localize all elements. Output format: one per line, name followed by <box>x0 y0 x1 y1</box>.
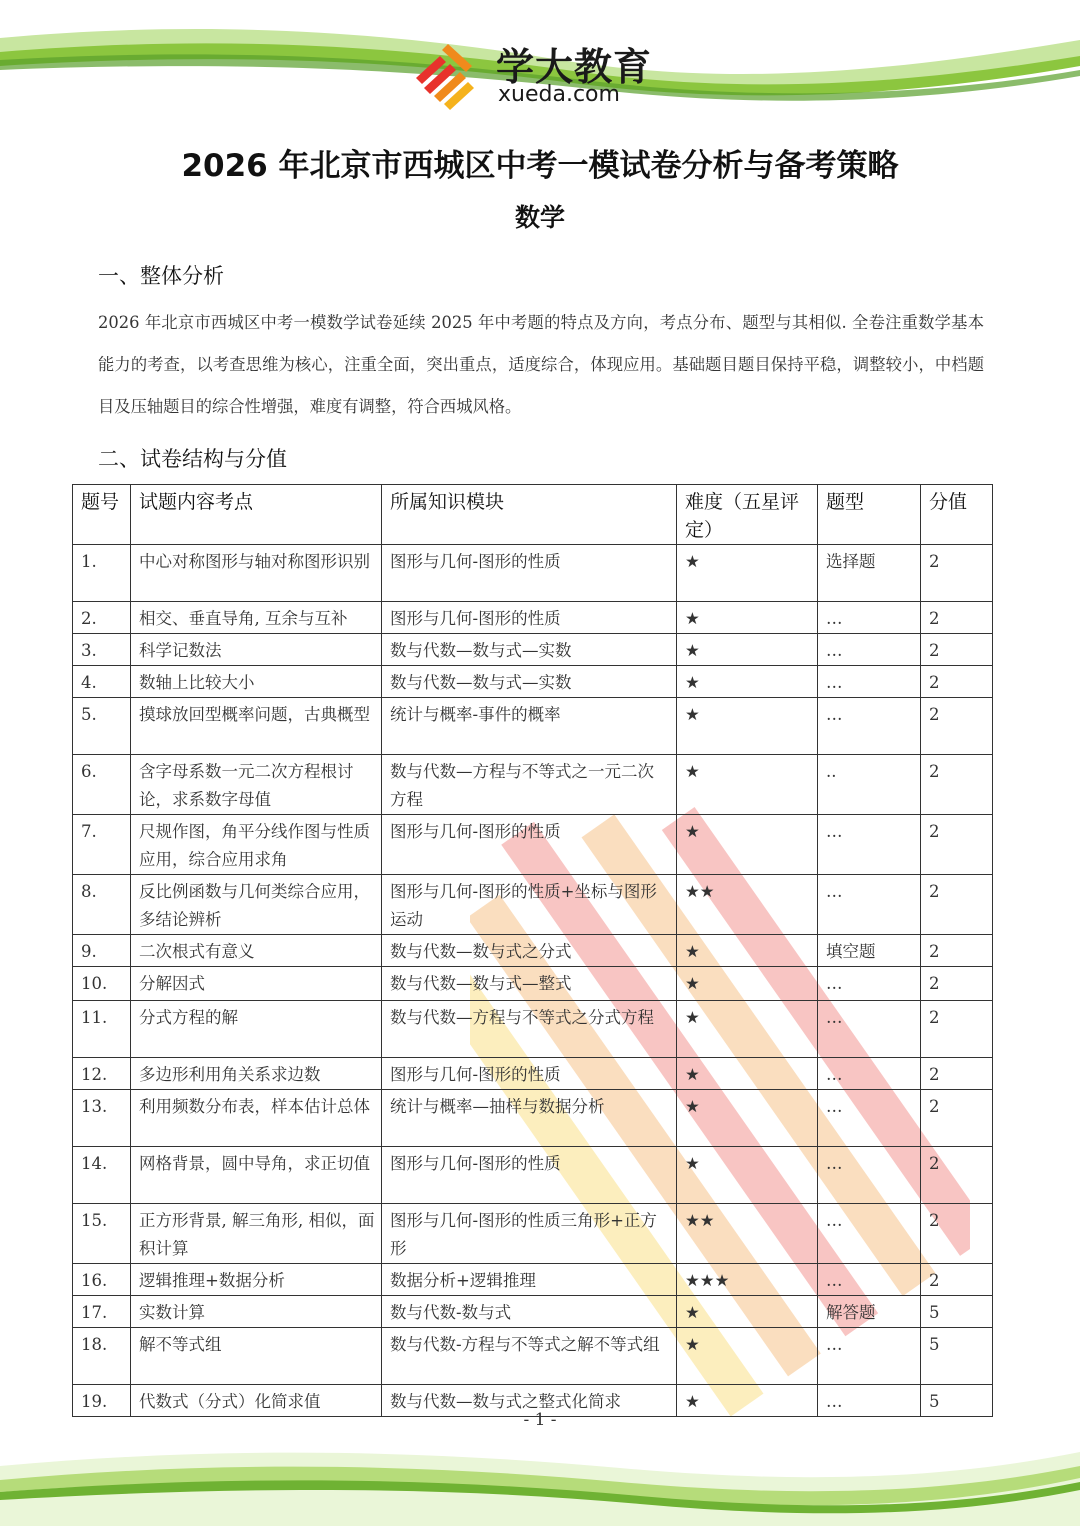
cell-no: 5. <box>73 698 131 755</box>
cell-difficulty: ★ <box>677 666 818 698</box>
cell-module: 数与代数-方程与不等式之解不等式组 <box>382 1328 677 1385</box>
cell-score: 2 <box>921 666 993 698</box>
cell-module: 图形与几何-图形的性质三角形+正方形 <box>382 1204 677 1264</box>
logo-brand-name: 学大教育 <box>496 45 653 89</box>
cell-no: 18. <box>73 1328 131 1385</box>
cell-module: 数与代数—方程与不等式之一元二次方程 <box>382 755 677 815</box>
cell-score: 2 <box>921 1058 993 1090</box>
section-heading-overall: 一、整体分析 <box>98 264 224 288</box>
cell-difficulty: ★ <box>677 1385 818 1417</box>
cell-score: 5 <box>921 1296 993 1328</box>
cell-type: … <box>818 1328 921 1385</box>
cell-difficulty: ★ <box>677 755 818 815</box>
cell-module: 统计与概率-事件的概率 <box>382 698 677 755</box>
header-topic: 试题内容考点 <box>131 485 382 545</box>
table-header-row <box>73 485 993 545</box>
cell-type: … <box>818 1147 921 1204</box>
table-row <box>73 1090 993 1147</box>
bottom-swoosh-decoration <box>0 1396 1080 1526</box>
cell-difficulty: ★ <box>677 1001 818 1058</box>
cell-module: 图形与几何-图形的性质 <box>382 1058 677 1090</box>
brand-logo <box>410 34 680 114</box>
xueda-logo-mark-icon <box>410 38 486 110</box>
cell-topic: 分式方程的解 <box>131 1001 382 1058</box>
cell-no: 7. <box>73 815 131 875</box>
cell-topic: 摸球放回型概率问题，古典概型 <box>131 698 382 755</box>
page-number: - 1 - <box>523 1410 557 1430</box>
cell-type: … <box>818 1058 921 1090</box>
cell-score: 2 <box>921 1147 993 1204</box>
cell-score: 2 <box>921 755 993 815</box>
cell-difficulty: ★ <box>677 634 818 666</box>
cell-topic: 含字母系数一元二次方程根讨论，求系数字母值 <box>131 755 382 815</box>
table-row <box>73 967 993 1001</box>
cell-no: 16. <box>73 1264 131 1296</box>
cell-no: 12. <box>73 1058 131 1090</box>
header-module: 所属知识模块 <box>382 485 677 545</box>
cell-module: 图形与几何-图形的性质 <box>382 602 677 634</box>
cell-type: … <box>818 1385 921 1417</box>
cell-no: 14. <box>73 1147 131 1204</box>
cell-type: .. <box>818 755 921 815</box>
cell-type: … <box>818 875 921 935</box>
cell-topic: 二次根式有意义 <box>131 935 382 967</box>
cell-topic: 实数计算 <box>131 1296 382 1328</box>
cell-module: 数与代数—数与式—整式 <box>382 967 677 1001</box>
table-row <box>73 1001 993 1058</box>
cell-difficulty: ★ <box>677 967 818 1001</box>
cell-topic: 正方形背景, 解三角形, 相似，面积计算 <box>131 1204 382 1264</box>
cell-no: 8. <box>73 875 131 935</box>
cell-score: 2 <box>921 1264 993 1296</box>
cell-type: … <box>818 1001 921 1058</box>
cell-no: 2. <box>73 602 131 634</box>
cell-type: … <box>818 666 921 698</box>
cell-score: 2 <box>921 1090 993 1147</box>
table-row <box>73 602 993 634</box>
cell-difficulty: ★ <box>677 545 818 602</box>
cell-type: 选择题 <box>818 545 921 602</box>
header-score: 分值 <box>921 485 993 545</box>
cell-difficulty: ★ <box>677 1296 818 1328</box>
cell-score: 2 <box>921 875 993 935</box>
cell-module: 图形与几何-图形的性质 <box>382 815 677 875</box>
cell-module: 数与代数—数与式—实数 <box>382 666 677 698</box>
cell-module: 统计与概率—抽样与数据分析 <box>382 1090 677 1147</box>
cell-module: 图形与几何-图形的性质 <box>382 545 677 602</box>
cell-type: … <box>818 1090 921 1147</box>
header-question-no: 题号 <box>73 485 131 545</box>
table-row <box>73 1296 993 1328</box>
table-row <box>73 1264 993 1296</box>
cell-topic: 反比例函数与几何类综合应用，多结论辨析 <box>131 875 382 935</box>
cell-difficulty: ★ <box>677 1147 818 1204</box>
cell-score: 5 <box>921 1385 993 1417</box>
cell-module: 图形与几何-图形的性质 <box>382 1147 677 1204</box>
cell-topic: 科学记数法 <box>131 634 382 666</box>
cell-topic: 多边形利用角关系求边数 <box>131 1058 382 1090</box>
document-title: 2026 年北京市西城区中考一模试卷分析与备考策略 <box>181 148 899 184</box>
cell-difficulty: ★ <box>677 698 818 755</box>
cell-topic: 中心对称图形与轴对称图形识别 <box>131 545 382 602</box>
cell-score: 2 <box>921 1204 993 1264</box>
cell-no: 11. <box>73 1001 131 1058</box>
cell-no: 15. <box>73 1204 131 1264</box>
exam-structure-table <box>72 484 993 1417</box>
cell-no: 9. <box>73 935 131 967</box>
cell-topic: 利用频数分布表，样本估计总体 <box>131 1090 382 1147</box>
cell-module: 数据分析+逻辑推理 <box>382 1264 677 1296</box>
cell-score: 2 <box>921 545 993 602</box>
table-row <box>73 815 993 875</box>
table-row <box>73 875 993 935</box>
cell-topic: 尺规作图，角平分线作图与性质应用，综合应用求角 <box>131 815 382 875</box>
document-subject: 数学 <box>514 203 565 232</box>
table-row <box>73 755 993 815</box>
header-type: 题型 <box>818 485 921 545</box>
overall-analysis-paragraph: 2026 年北京市西城区中考一模数学试卷延续 2025 年中考题的特点及方向，考点分布、题型与其相似. 全卷注重数学基本能力的考查，以考查思维为核心，注重全面，突出重点，适度综合，体现应用。基础题目题目保持平稳，调整较小，中档题目及压轴题目的综合性增强，难度有调整，符合西城风格。 <box>98 313 984 416</box>
table-row <box>73 1204 993 1264</box>
cell-difficulty: ★★ <box>677 875 818 935</box>
cell-no: 19. <box>73 1385 131 1417</box>
cell-no: 3. <box>73 634 131 666</box>
cell-type: … <box>818 698 921 755</box>
cell-difficulty: ★★ <box>677 1204 818 1264</box>
section-heading-structure: 二、试卷结构与分值 <box>98 447 287 471</box>
table-row <box>73 1058 993 1090</box>
cell-type: … <box>818 634 921 666</box>
cell-module: 数与代数-数与式 <box>382 1296 677 1328</box>
cell-no: 4. <box>73 666 131 698</box>
cell-topic: 代数式（分式）化简求值 <box>131 1385 382 1417</box>
table-row <box>73 666 993 698</box>
cell-topic: 解不等式组 <box>131 1328 382 1385</box>
cell-module: 数与代数—方程与不等式之分式方程 <box>382 1001 677 1058</box>
cell-no: 6. <box>73 755 131 815</box>
cell-topic: 分解因式 <box>131 967 382 1001</box>
cell-difficulty: ★★★ <box>677 1264 818 1296</box>
cell-no: 1. <box>73 545 131 602</box>
cell-score: 2 <box>921 815 993 875</box>
cell-type: … <box>818 815 921 875</box>
cell-difficulty: ★ <box>677 1058 818 1090</box>
cell-difficulty: ★ <box>677 1328 818 1385</box>
cell-no: 13. <box>73 1090 131 1147</box>
cell-score: 2 <box>921 602 993 634</box>
cell-topic: 逻辑推理+数据分析 <box>131 1264 382 1296</box>
cell-no: 17. <box>73 1296 131 1328</box>
cell-type: 填空题 <box>818 935 921 967</box>
cell-score: 2 <box>921 1001 993 1058</box>
table-row <box>73 1147 993 1204</box>
cell-score: 2 <box>921 634 993 666</box>
cell-module: 图形与几何-图形的性质+坐标与图形运动 <box>382 875 677 935</box>
logo-domain: xueda.com <box>498 82 620 107</box>
cell-topic: 网格背景，圆中导角，求正切值 <box>131 1147 382 1204</box>
cell-difficulty: ★ <box>677 815 818 875</box>
table-row <box>73 545 993 602</box>
table-row <box>73 1328 993 1385</box>
cell-difficulty: ★ <box>677 935 818 967</box>
cell-topic: 数轴上比较大小 <box>131 666 382 698</box>
table-row <box>73 935 993 967</box>
cell-module: 数与代数—数与式之整式化简求 <box>382 1385 677 1417</box>
cell-no: 10. <box>73 967 131 1001</box>
table-row <box>73 698 993 755</box>
cell-type: … <box>818 967 921 1001</box>
table-row <box>73 634 993 666</box>
cell-type: … <box>818 602 921 634</box>
cell-module: 数与代数—数与式之分式 <box>382 935 677 967</box>
cell-type: … <box>818 1264 921 1296</box>
cell-topic: 相交、垂直导角, 互余与互补 <box>131 602 382 634</box>
cell-score: 2 <box>921 935 993 967</box>
cell-difficulty: ★ <box>677 1090 818 1147</box>
cell-difficulty: ★ <box>677 602 818 634</box>
cell-type: 解答题 <box>818 1296 921 1328</box>
cell-score: 2 <box>921 967 993 1001</box>
cell-score: 5 <box>921 1328 993 1385</box>
cell-type: … <box>818 1204 921 1264</box>
cell-module: 数与代数—数与式—实数 <box>382 634 677 666</box>
cell-score: 2 <box>921 698 993 755</box>
header-difficulty: 难度（五星评定） <box>677 485 818 545</box>
